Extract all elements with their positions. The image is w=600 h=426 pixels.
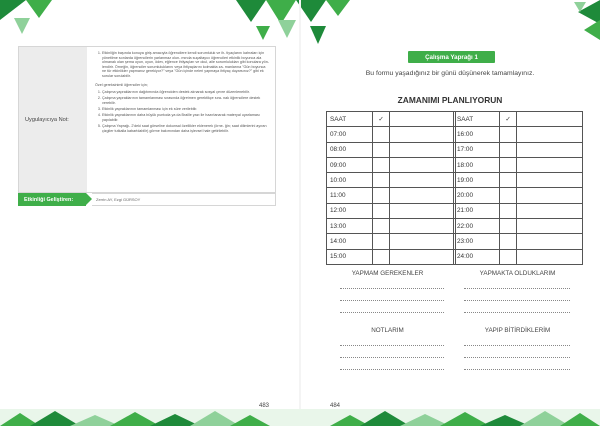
doing-line[interactable] [464, 300, 570, 301]
check-cell[interactable] [500, 203, 517, 218]
note-subheading: Özel gereksinimli öğrenciler için; [95, 82, 148, 87]
activity-cell[interactable] [390, 157, 456, 172]
note-item: 1. Çalışma yapraklarının dağıtımında öğrenciden destek alınarak sosyal çevre düzenlenebilir. [102, 90, 269, 95]
time-cell: 23:00 [454, 234, 500, 249]
check-cell[interactable] [373, 219, 390, 234]
table-header-row [327, 112, 456, 127]
check-cell[interactable] [500, 219, 517, 234]
check-cell[interactable] [500, 142, 517, 157]
doing-line[interactable] [464, 288, 570, 289]
activity-header [390, 112, 456, 127]
activity-cell[interactable] [390, 249, 456, 264]
table-row [454, 188, 583, 203]
time-cell: 09:00 [327, 157, 373, 172]
time-cell: 15:00 [327, 249, 373, 264]
top-right-decoration [570, 0, 600, 40]
schedule-table-morning [326, 111, 456, 265]
note-item: 2. Çalışma yapraklarının tamamlanması sırasında öğretmen gerektikçe sıra- nak öğrencilere destek verebilir. [102, 96, 269, 105]
table-row [327, 249, 456, 264]
developer-authors: Zerrin AY, Ezgi GÜRSOY [92, 193, 276, 206]
check-cell[interactable] [373, 127, 390, 142]
table-header-row [454, 112, 583, 127]
saat-header: SAAT [327, 112, 373, 127]
note-label: Uygulayıcıya Not: [25, 116, 69, 123]
check-cell[interactable] [373, 188, 390, 203]
teacher-note-box [18, 46, 276, 193]
time-cell: 18:00 [454, 157, 500, 172]
spine-gutter [299, 0, 301, 426]
activity-cell[interactable] [390, 127, 456, 142]
doing-heading: YAPMAKTA OLDUKLARIM [479, 270, 556, 277]
page-number-right: 484 [330, 403, 341, 409]
table-row [327, 219, 456, 234]
note-item: 1. Etkinliğin başında konuya giriş amacıyla öğrencilere kendi sorumluluk ve ih- tiyaçlarını kahraları için yönetilme sonlarda öğrencilerin yarlanmaz olun- mında suçaltayıcı öğrencileri etkinlik boyunca ala olmanak olan şema oyun, oyun, ödev, eğlence ihtiyaçları ve okul, aile sorumlulukları gibi konulara yön- lendirir. Örneğin, öğrenciler sorumluluklarını veya ihtiyaçlarını kolmakta za- manlarına "Gün boyunca ne tür etkinlikler yapmanız gerekiyor?" veya "Gün içinde neleri yapmaya ihtiyaç duyarsınız?" gibi ek sorular sorulabilir. [102, 51, 269, 79]
check-cell[interactable] [500, 127, 517, 142]
time-cell: 07:00 [327, 127, 373, 142]
table-row [454, 203, 583, 218]
table-row [454, 219, 583, 234]
top-center-decoration [226, 0, 356, 50]
time-cell: 20:00 [454, 188, 500, 203]
check-cell[interactable] [500, 249, 517, 264]
must-do-heading: YAPMAM GEREKENLER [351, 270, 424, 277]
activity-cell[interactable] [517, 219, 583, 234]
activity-cell[interactable] [517, 188, 583, 203]
table-row [327, 234, 456, 249]
check-cell[interactable] [373, 142, 390, 157]
notes-line[interactable] [340, 369, 444, 370]
time-cell: 11:00 [327, 188, 373, 203]
note-item: 3. Etkinlik yapraklarının tamamlanması için ek süre verilebilir. [102, 107, 269, 112]
check-cell[interactable] [500, 188, 517, 203]
developer-bar [18, 193, 276, 206]
worksheet-badge: Çalışma Yaprağı 1 [408, 51, 495, 63]
note-item: 5. Çalışma Yaprağı- 2'deki saat görseline dokunsal özellikler eklenerek (örne- ğin; saat dilimlerini ayıran çizgiler tutkalla kabartılabilir) görme bakımından daha işlevsel hale getirilebilir. [102, 124, 269, 133]
table-row [454, 234, 583, 249]
time-cell: 14:00 [327, 234, 373, 249]
activity-cell[interactable] [390, 142, 456, 157]
saat-header: SAAT [454, 112, 500, 127]
activity-cell[interactable] [517, 203, 583, 218]
activity-cell[interactable] [517, 173, 583, 188]
check-cell[interactable] [500, 157, 517, 172]
notes-list-b [95, 90, 269, 133]
table-row [454, 142, 583, 157]
done-line[interactable] [464, 369, 570, 370]
note-label-column [19, 47, 87, 192]
done-heading: YAPIP BİTİRDİKLERİM [484, 327, 551, 334]
activity-cell[interactable] [390, 188, 456, 203]
table-row [327, 142, 456, 157]
time-cell: 10:00 [327, 173, 373, 188]
activity-cell[interactable] [517, 127, 583, 142]
activity-cell[interactable] [517, 249, 583, 264]
top-left-decoration [0, 0, 60, 36]
done-line[interactable] [464, 345, 570, 346]
done-line[interactable] [464, 357, 570, 358]
note-content [87, 47, 275, 192]
check-cell[interactable] [500, 173, 517, 188]
check-cell[interactable] [373, 173, 390, 188]
activity-cell[interactable] [517, 234, 583, 249]
table-row [327, 203, 456, 218]
table-row [327, 188, 456, 203]
table-row [454, 249, 583, 264]
activity-cell[interactable] [390, 234, 456, 249]
time-cell: 21:00 [454, 203, 500, 218]
check-header-icon: ✓ [500, 112, 517, 127]
time-cell: 22:00 [454, 219, 500, 234]
must-do-line[interactable] [340, 300, 444, 301]
must-do-line[interactable] [340, 312, 444, 313]
activity-cell[interactable] [517, 142, 583, 157]
doing-line[interactable] [464, 312, 570, 313]
check-cell[interactable] [373, 157, 390, 172]
check-cell[interactable] [373, 203, 390, 218]
table-row [454, 173, 583, 188]
notes-list-a [95, 51, 269, 79]
activity-header [517, 112, 583, 127]
table-row [327, 127, 456, 142]
activity-cell[interactable] [517, 157, 583, 172]
schedule-table-evening [453, 111, 583, 265]
table-row [454, 127, 583, 142]
check-header-icon: ✓ [373, 112, 390, 127]
bottom-decoration [0, 409, 600, 426]
page-number-left: 483 [259, 403, 270, 409]
time-cell: 17:00 [454, 142, 500, 157]
table-row [327, 157, 456, 172]
check-cell[interactable] [373, 249, 390, 264]
activity-cell[interactable] [390, 173, 456, 188]
developer-label: Etkinliği Geliştiren: [18, 193, 86, 206]
time-cell: 08:00 [327, 142, 373, 157]
check-cell[interactable] [373, 234, 390, 249]
check-cell[interactable] [500, 234, 517, 249]
notes-line[interactable] [340, 345, 444, 346]
table-row [454, 157, 583, 172]
must-do-line[interactable] [340, 288, 444, 289]
notes-heading: NOTLARIM [371, 327, 404, 334]
note-item: 4. Etkinlik yapraklarının daha büyük puntoda ya da Braille yazı ile hazırlanarak materyal uyarlaması yapılabilir. [102, 113, 269, 122]
notes-line[interactable] [340, 357, 444, 358]
worksheet-instructions: Bu formu yaşadığınız bir günü düşünerek tamamlayınız. [365, 70, 535, 77]
activity-cell[interactable] [390, 203, 456, 218]
time-cell: 12:00 [327, 203, 373, 218]
time-cell: 19:00 [454, 173, 500, 188]
time-cell: 24:00 [454, 249, 500, 264]
plan-title: ZAMANIMI PLANLIYORUN [397, 95, 503, 105]
activity-cell[interactable] [390, 219, 456, 234]
time-cell: 16:00 [454, 127, 500, 142]
table-row [327, 173, 456, 188]
time-cell: 13:00 [327, 219, 373, 234]
